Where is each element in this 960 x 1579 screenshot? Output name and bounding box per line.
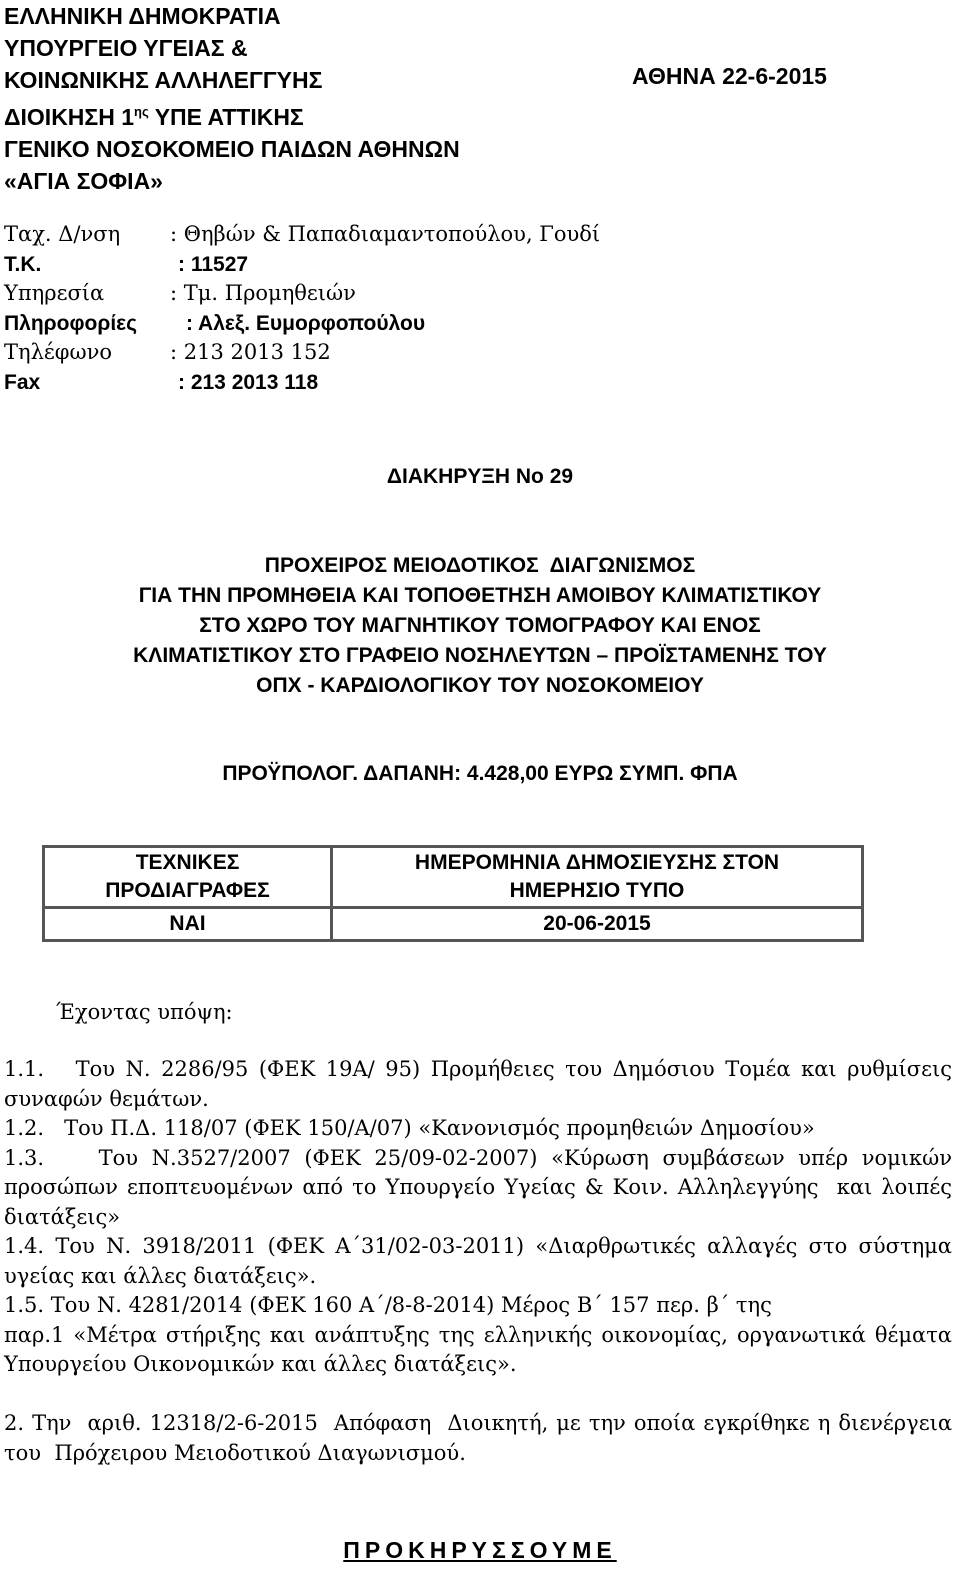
paragraph: 1.3. Του Ν.3527/2007 (ΦΕΚ 25/09-02-2007) «Κύρωση συμβάσεων υπέρ νομικών προσώπων εποπτευομένων από το Υπουργείο Υγείας & Κοιν. Αλληλεγγύης και λοιπές διατάξεις» xyxy=(4,1145,959,1229)
proclamation-heading xyxy=(0,1535,960,1565)
table-row xyxy=(44,908,863,941)
paragraph: 1.2. Του Π.Δ. 118/07 (ΦΕΚ 150/Α/07) «Κανονισμός προμηθειών Δημοσίου» xyxy=(4,1116,815,1140)
paragraph: παρ.1 «Μέτρα στήριξης και ανάπτυξης της ελληνικής οικονομίας, οργανωτικά θέματα Υπουργείου Οικονομικών και άλλες διατάξεις». xyxy=(4,1322,952,1376)
proclamation-text: ΠΡΟΚΗΡΥΣΣΟΥΜΕ xyxy=(343,1537,617,1563)
cell-specifications-value: ΝΑΙ xyxy=(44,908,332,941)
having-in-mind: Έχοντας υπόψη: xyxy=(56,1000,233,1024)
paragraph: 1.5. Του Ν. 4281/2014 (ΦΕΚ 160 Α΄/8-8-2014) Μέρος Β΄ 157 περ. β΄ της xyxy=(4,1293,772,1317)
document-date: ΑΘΗΝΑ 22-6-2015 xyxy=(632,63,827,89)
spacer xyxy=(4,1380,952,1410)
paragraph: 1.1. Του Ν. 2286/95 (ΦΕΚ 19Α/ 95) Προμήθειες του Δημόσιου Τομέα και ρυθμίσεις συναφών θεμάτων. xyxy=(4,1057,959,1111)
header-line: ΕΛΛΗΝΙΚΗ ΔΗΜΟΚΡΑΤΙΑ xyxy=(4,3,281,29)
subject-line: ΟΠΧ - ΚΑΡΔΙΟΛΟΓΙΚΟΥ ΤΟΥ ΝΟΣΟΚΟΜΕΙΟΥ xyxy=(256,674,704,697)
table-header-row xyxy=(44,847,863,908)
subject-line: ΚΛΙΜΑΤΙΣΤΙΚΟΥ ΣΤΟ ΓΡΑΦΕΙΟ ΝΟΣΗΛΕΥΤΩΝ – ΠΡΟΪΣΤΑΜΕΝΗΣ ΤΟΥ xyxy=(133,644,827,667)
paragraph: 1.4. Του Ν. 3918/2011 (ΦΕΚ Α΄31/02-03-2011) «Διαρθρωτικές αλλαγές στο σύστημα υγείας και άλλες διατάξεις». xyxy=(4,1234,952,1288)
header-line-administration xyxy=(4,96,460,133)
publication-table xyxy=(42,845,864,942)
contact-label: Ταχ. Δ/νση xyxy=(4,222,121,246)
contact-label: Fax xyxy=(4,370,41,394)
admin-superscript: ης xyxy=(134,104,149,119)
legal-basis xyxy=(4,1055,959,1468)
contact-value: : Αλεξ. Ευμορφοπούλου xyxy=(186,311,426,335)
contact-value: : Τμ. Προμηθειών xyxy=(170,281,356,305)
header-line: ΚΟΙΝΩΝΙΚΗΣ ΑΛΛΗΛΕΓΓΥΗΣ xyxy=(4,67,323,93)
admin-prefix: ΔΙΟΙΚΗΣΗ 1 xyxy=(4,104,135,130)
subject-line: ΣΤΟ ΧΩΡΟ ΤΟΥ ΜΑΓΝΗΤΙΚΟΥ ΤΟΜΟΓΡΑΦΟΥ ΚΑΙ ΕΝΟΣ xyxy=(199,614,761,637)
contact-label: Τηλέφωνο xyxy=(4,340,113,364)
contact-value: : 11527 xyxy=(178,252,249,276)
paragraph: 2. Την αριθ. 12318/2-6-2015 Απόφαση Διοικητή, με την οποία εγκρίθηκε η διενέργεια του Πρόχειρου Μειοδοτικού Διαγωνισμού. xyxy=(4,1411,959,1465)
contact-value: : Θηβών & Παπαδιαμαντοπούλου, Γουδί xyxy=(170,222,601,246)
header-line: ΓΕΝΙΚΟ ΝΟΣΟΚΟΜΕΙΟ ΠΑΙΔΩΝ ΑΘΗΝΩΝ xyxy=(4,136,460,162)
subject-line: ΠΡΟΧΕΙΡΟΣ ΜΕΙΟΔΟΤΙΚΟΣ ΔΙΑΓΩΝΙΣΜΟΣ xyxy=(264,554,696,577)
cell-text: ΗΜΕΡΟΜΗΝΙΑ ΔΗΜΟΣΙΕΥΣΗΣ ΣΤΟΝ xyxy=(414,851,780,874)
tender-subject xyxy=(0,551,960,701)
header-cell-specifications xyxy=(44,847,332,908)
declaration-title: ΔΙΑΚΗΡΥΞΗ Νο 29 xyxy=(386,465,574,488)
admin-suffix: ΥΠΕ ΑΤΤΙΚΗΣ xyxy=(148,104,304,130)
contact-label: Πληροφορίες xyxy=(4,311,138,335)
header-line: ΥΠΟΥΡΓΕΙΟ ΥΓΕΙΑΣ & xyxy=(4,35,248,61)
subject-line: ΓΙΑ ΤΗΝ ΠΡΟΜΗΘΕΙΑ ΚΑΙ ΤΟΠΟΘΕΤΗΣΗ ΑΜΟΙΒΟΥ ΚΛΙΜΑΤΙΣΤΙΚΟΥ xyxy=(138,584,822,607)
cell-text: ΤΕΧΝΙΚΕΣ xyxy=(135,851,240,874)
contact-value: : 213 2013 152 xyxy=(170,340,331,364)
header-line: «ΑΓΙΑ ΣΟΦΙΑ» xyxy=(4,168,163,194)
contact-label: Υπηρεσία xyxy=(4,281,105,305)
cell-publication-date-value: 20-06-2015 xyxy=(332,908,863,941)
cell-text: ΠΡΟΔΙΑΓΡΑΦΕΣ xyxy=(105,879,270,902)
header-cell-publication-date xyxy=(332,847,863,908)
cell-text: ΗΜΕΡΗΣΙΟ ΤΥΠΟ xyxy=(509,879,685,902)
issuer-header xyxy=(4,0,460,197)
contact-label: Τ.Κ. xyxy=(4,252,42,276)
contact-value: : 213 2013 118 xyxy=(178,370,319,394)
budget-line: ΠΡΟΫΠΟΛΟΓ. ΔΑΠΑΝΗ: 4.428,00 ΕΥΡΩ ΣΥΜΠ. ΦΠΑ xyxy=(222,762,738,785)
